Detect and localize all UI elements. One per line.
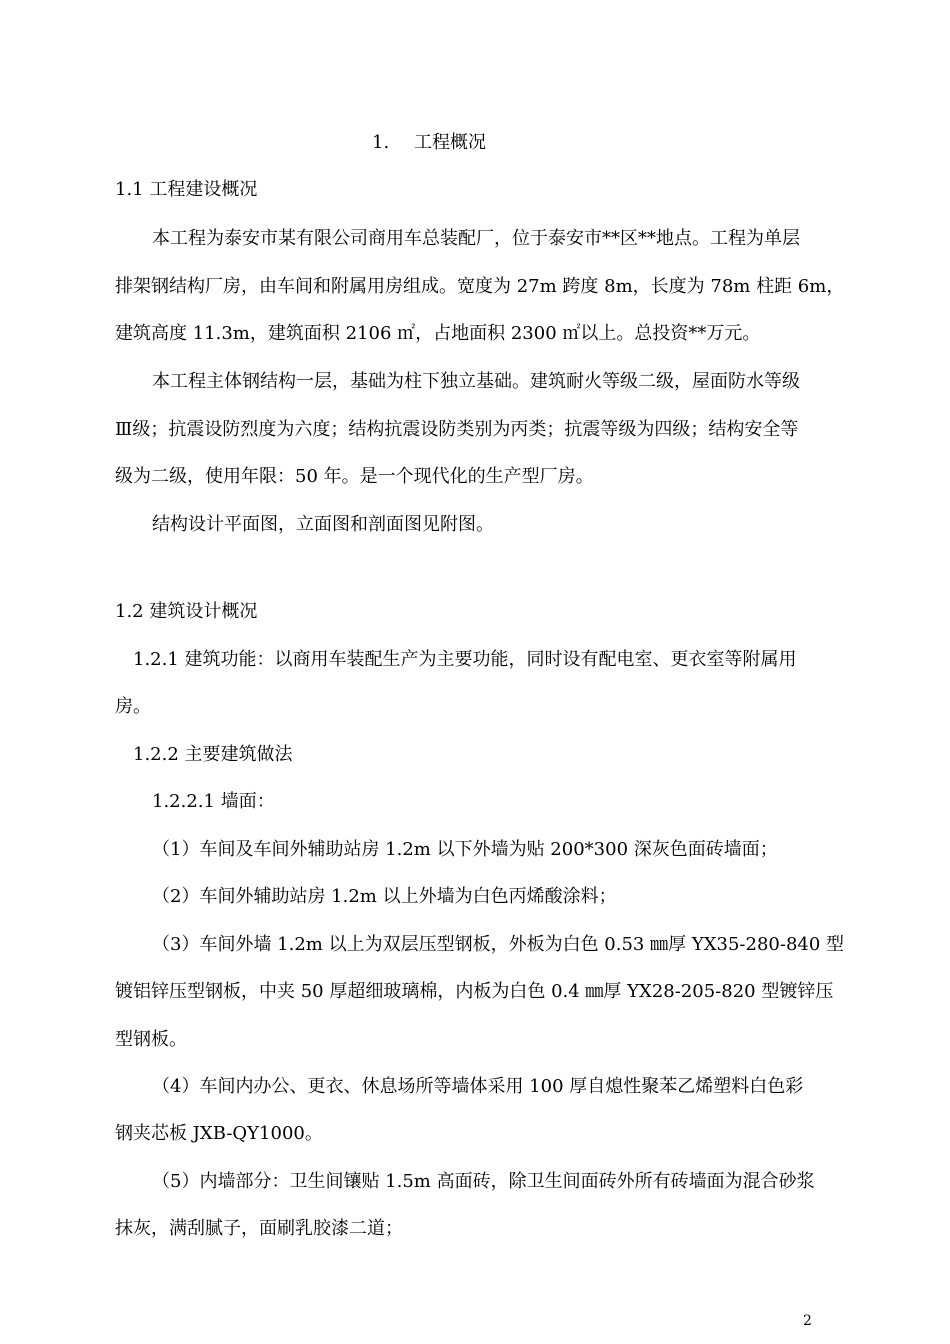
title-number: 1. — [372, 132, 390, 153]
title-text: 工程概况 — [414, 132, 486, 153]
page-number: 2 — [803, 1313, 812, 1329]
paragraph-line: 房。 — [115, 696, 151, 717]
paragraph-line: 本工程主体钢结构一层，基础为柱下独立基础。建筑耐火等级二级，屋面防水等级 — [152, 371, 800, 392]
list-item: （1）车间及车间外辅助站房 1.2m 以下外墙为贴 200*300 深灰色面砖墙面； — [152, 839, 778, 860]
paragraph-line: 镀铝锌压型钢板，中夹 50 厚超细玻璃棉，内板为白色 0.4 ㎜厚 YX28-205-820 型镀锌压 — [115, 981, 834, 1002]
subsection-heading-1-2-2-1: 1.2.2.1 墙面： — [152, 791, 275, 812]
page-title — [372, 131, 486, 155]
section-heading-1-1: 1.1 工程建设概况 — [115, 179, 258, 200]
paragraph-line: 1.2.1 建筑功能：以商用车装配生产为主要功能，同时设有配电室、更衣室等附属用 — [133, 649, 797, 670]
paragraph-line: 型钢板。 — [115, 1029, 187, 1050]
paragraph-line: Ⅲ级；抗震设防烈度为六度；结构抗震设防类别为丙类；抗震等级为四级；结构安全等 — [115, 419, 799, 440]
paragraph-line: 钢夹芯板 JXB-QY1000。 — [115, 1123, 323, 1144]
paragraph-line: 排架钢结构厂房，由车间和附属用房组成。宽度为 27m 跨度 8m，长度为 78m 柱距 6m， — [115, 276, 845, 297]
list-item: （3）车间外墙 1.2m 以上为双层压型钢板，外板为白色 0.53 ㎜厚 YX35-280-840 型 — [152, 934, 845, 955]
subsection-heading-1-2-2: 1.2.2 主要建筑做法 — [133, 744, 293, 765]
paragraph-line: 抹灰，满刮腻子，面刷乳胶漆二道； — [115, 1218, 403, 1239]
paragraph-line: 级为二级，使用年限：50 年。是一个现代化的生产型厂房。 — [115, 466, 594, 487]
paragraph-line: 结构设计平面图，立面图和剖面图见附图。 — [152, 514, 494, 535]
section-heading-1-2: 1.2 建筑设计概况 — [115, 601, 258, 622]
paragraph-line: 建筑高度 11.3m，建筑面积 2106 ㎡，占地面积 2300 ㎡以上。总投资**万元。 — [115, 323, 761, 344]
paragraph-line: 本工程为泰安市某有限公司商用车总装配厂，位于泰安市**区**地点。工程为单层 — [152, 228, 800, 249]
list-item: （4）车间内办公、更衣、休息场所等墙体采用 100 厚自熄性聚苯乙烯塑料白色彩 — [152, 1076, 804, 1097]
list-item: （5）内墙部分：卫生间镶贴 1.5m 高面砖，除卫生间面砖外所有砖墙面为混合砂浆 — [152, 1171, 815, 1192]
list-item: （2）车间外辅助站房 1.2m 以上外墙为白色丙烯酸涂料； — [152, 886, 617, 907]
